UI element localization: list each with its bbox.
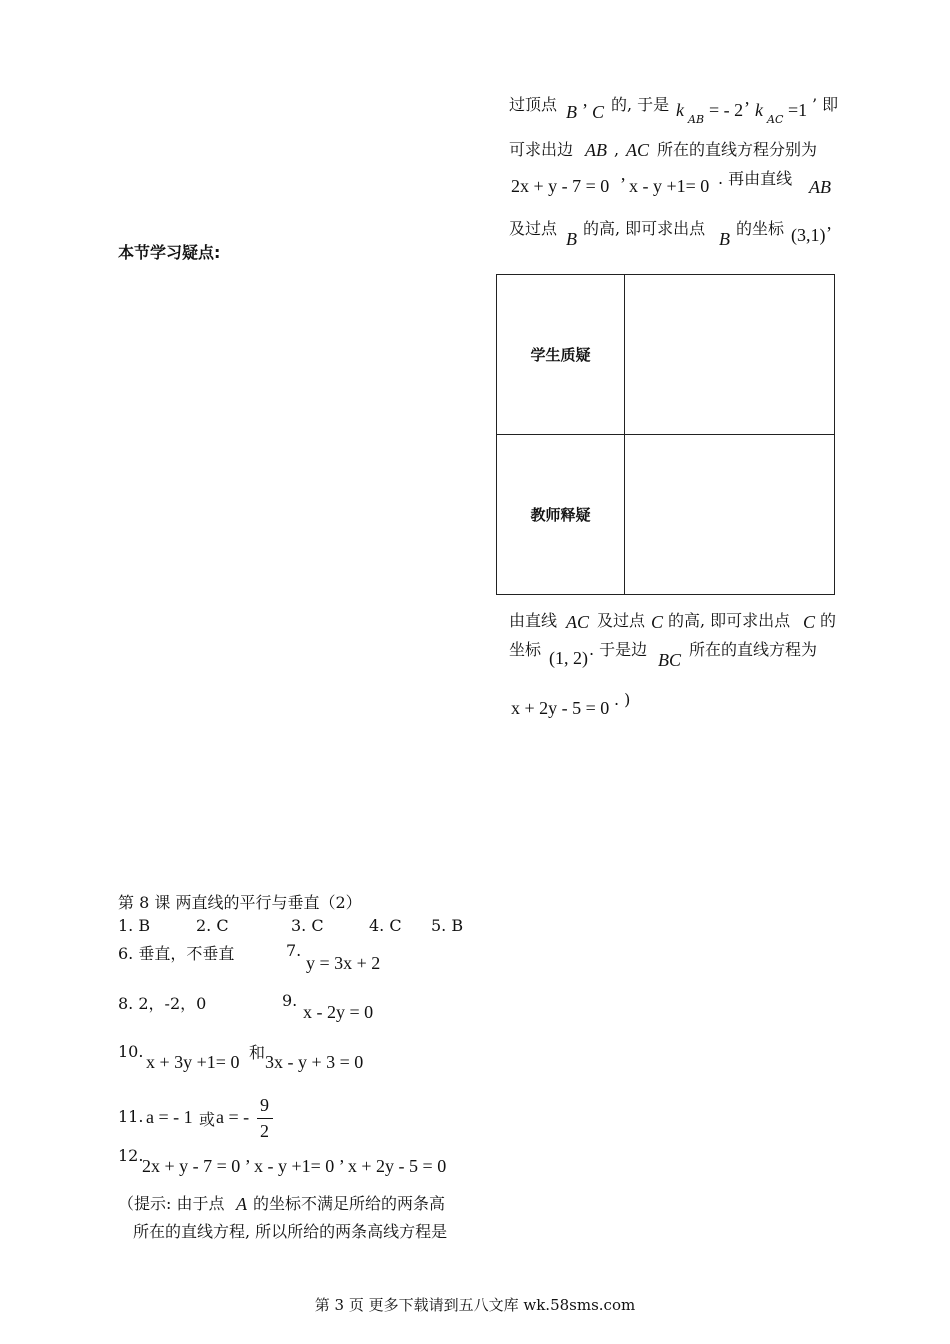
slope-AB-value: = - 2 xyxy=(709,100,744,120)
below-line1-mid: 及过点 xyxy=(597,611,646,630)
lesson-title: 第 8 课 两直线的平行与垂直（2） xyxy=(118,893,362,912)
hint-line-2: 所在的直线方程, 所以所给的两条高线方程是 xyxy=(133,1222,448,1241)
answer-11-fraction xyxy=(257,1095,275,1141)
slope-k-1: k xyxy=(676,100,684,120)
fraction-bar xyxy=(257,1118,273,1119)
side-AC: AC xyxy=(626,140,650,160)
below-line1-prefix: 由直线 xyxy=(509,611,558,630)
hint-line-1-prefix: （提示: 由于点 xyxy=(118,1194,225,1213)
page-footer: 第 3 页 更多下载请到五八文库 wk.58sms.com xyxy=(314,1296,636,1314)
table-row xyxy=(497,275,835,435)
comma-5: ’ xyxy=(826,223,832,243)
answer-4: 4. C xyxy=(369,916,402,935)
answer-7-number: 7. xyxy=(286,941,302,960)
below-line2-prefix: 坐标 xyxy=(509,640,542,659)
doubts-heading: 本节学习疑点: xyxy=(118,243,221,262)
below-eq-end: . ) xyxy=(614,690,631,709)
equation-AC: x - y +1= 0 xyxy=(629,176,710,196)
text-line2-prefix: 可求出边 xyxy=(509,140,574,159)
text-line1-suffix: ’ 即 xyxy=(812,95,839,114)
equation-AB: 2x + y - 7 = 0 xyxy=(511,176,610,196)
text-line4-mid: 的高, 即可求出点 xyxy=(583,219,706,238)
point-B-2: B xyxy=(719,229,730,249)
text-line2-suffix: 所在的直线方程分别为 xyxy=(657,140,818,159)
answer-11-part-2: a = - xyxy=(216,1107,250,1127)
answer-5: 5. B xyxy=(431,916,464,935)
below-line1-mid2: 的高, 即可求出点 xyxy=(668,611,791,630)
answer-11-number: 11. xyxy=(118,1107,144,1126)
answer-12-equations: 2x + y - 7 = 0 ’ x - y +1= 0 ’ x + 2y - 5 = 0 xyxy=(142,1156,447,1176)
answer-10-equation-1: x + 3y +1= 0 xyxy=(146,1052,240,1072)
answer-10-and: 和 xyxy=(249,1043,266,1062)
line-AB: AB xyxy=(809,177,831,197)
table-row xyxy=(497,435,835,595)
comma-1: ’ xyxy=(582,100,588,120)
answer-10-number: 10. xyxy=(118,1042,144,1061)
answer-2: 2. C xyxy=(196,916,229,935)
side-AB: AB xyxy=(585,140,607,160)
answer-3: 3. C xyxy=(291,916,324,935)
answer-11-or: 或 xyxy=(199,1110,216,1129)
text-line4-suffix: 的坐标 xyxy=(736,219,785,238)
fraction-numerator: 9 xyxy=(260,1095,269,1115)
point-B-1: B xyxy=(566,229,577,249)
vertex-C: C xyxy=(592,102,605,122)
teacher-answers-label: 教师释疑 xyxy=(497,435,625,595)
side-BC: BC xyxy=(658,650,682,670)
comma-2: ’ xyxy=(744,98,750,118)
vertex-B: B xyxy=(566,102,577,122)
slope-AC-value: =1 xyxy=(788,100,808,120)
comma-3: , xyxy=(614,140,620,159)
hint-line-1-suffix: 的坐标不满足所给的两条高 xyxy=(253,1194,446,1213)
below-line1-suffix: 的 xyxy=(820,611,837,630)
fraction-denominator: 2 xyxy=(260,1121,269,1141)
answer-1: 1. B xyxy=(118,916,151,935)
answer-6: 6. 垂直，不垂直 xyxy=(118,944,235,963)
below-line2-mid: . 于是边 xyxy=(589,640,648,659)
hint-point-A: A xyxy=(236,1194,247,1214)
below-C-2: C xyxy=(803,612,816,632)
answer-11-part-1: a = - 1 xyxy=(146,1107,193,1127)
text-line3-suffix: . 再由直线 xyxy=(718,169,793,188)
answer-12-number: 12. xyxy=(118,1146,144,1165)
slope-sub-AC: AC xyxy=(767,113,784,126)
text-line1-prefix: 过顶点 xyxy=(509,95,558,114)
teacher-answers-cell[interactable] xyxy=(625,435,835,595)
answer-10-equation-2: 3x - y + 3 = 0 xyxy=(265,1052,364,1072)
below-AC: AC xyxy=(566,612,590,632)
questions-table xyxy=(496,274,835,595)
below-C-1: C xyxy=(651,612,664,632)
comma-4: ’ xyxy=(620,174,626,194)
text-line4-prefix: 及过点 xyxy=(509,219,558,238)
coordinate-C: (1, 2) xyxy=(549,648,588,668)
student-questions-label: 学生质疑 xyxy=(497,275,625,435)
text-line1-mid: 的, 于是 xyxy=(611,95,670,114)
slope-sub-AB: AB xyxy=(688,113,705,126)
coordinate-B: (3,1) xyxy=(791,225,826,245)
answer-9-equation: x - 2y = 0 xyxy=(303,1002,374,1022)
equation-BC: x + 2y - 5 = 0 xyxy=(511,698,610,718)
answer-8: 8. 2，-2，0 xyxy=(118,994,207,1013)
answer-9-number: 9. xyxy=(282,991,298,1010)
slope-k-2: k xyxy=(755,100,763,120)
answer-7-equation: y = 3x + 2 xyxy=(306,953,381,973)
below-line2-suffix: 所在的直线方程为 xyxy=(689,640,818,659)
student-questions-cell[interactable] xyxy=(625,275,835,435)
